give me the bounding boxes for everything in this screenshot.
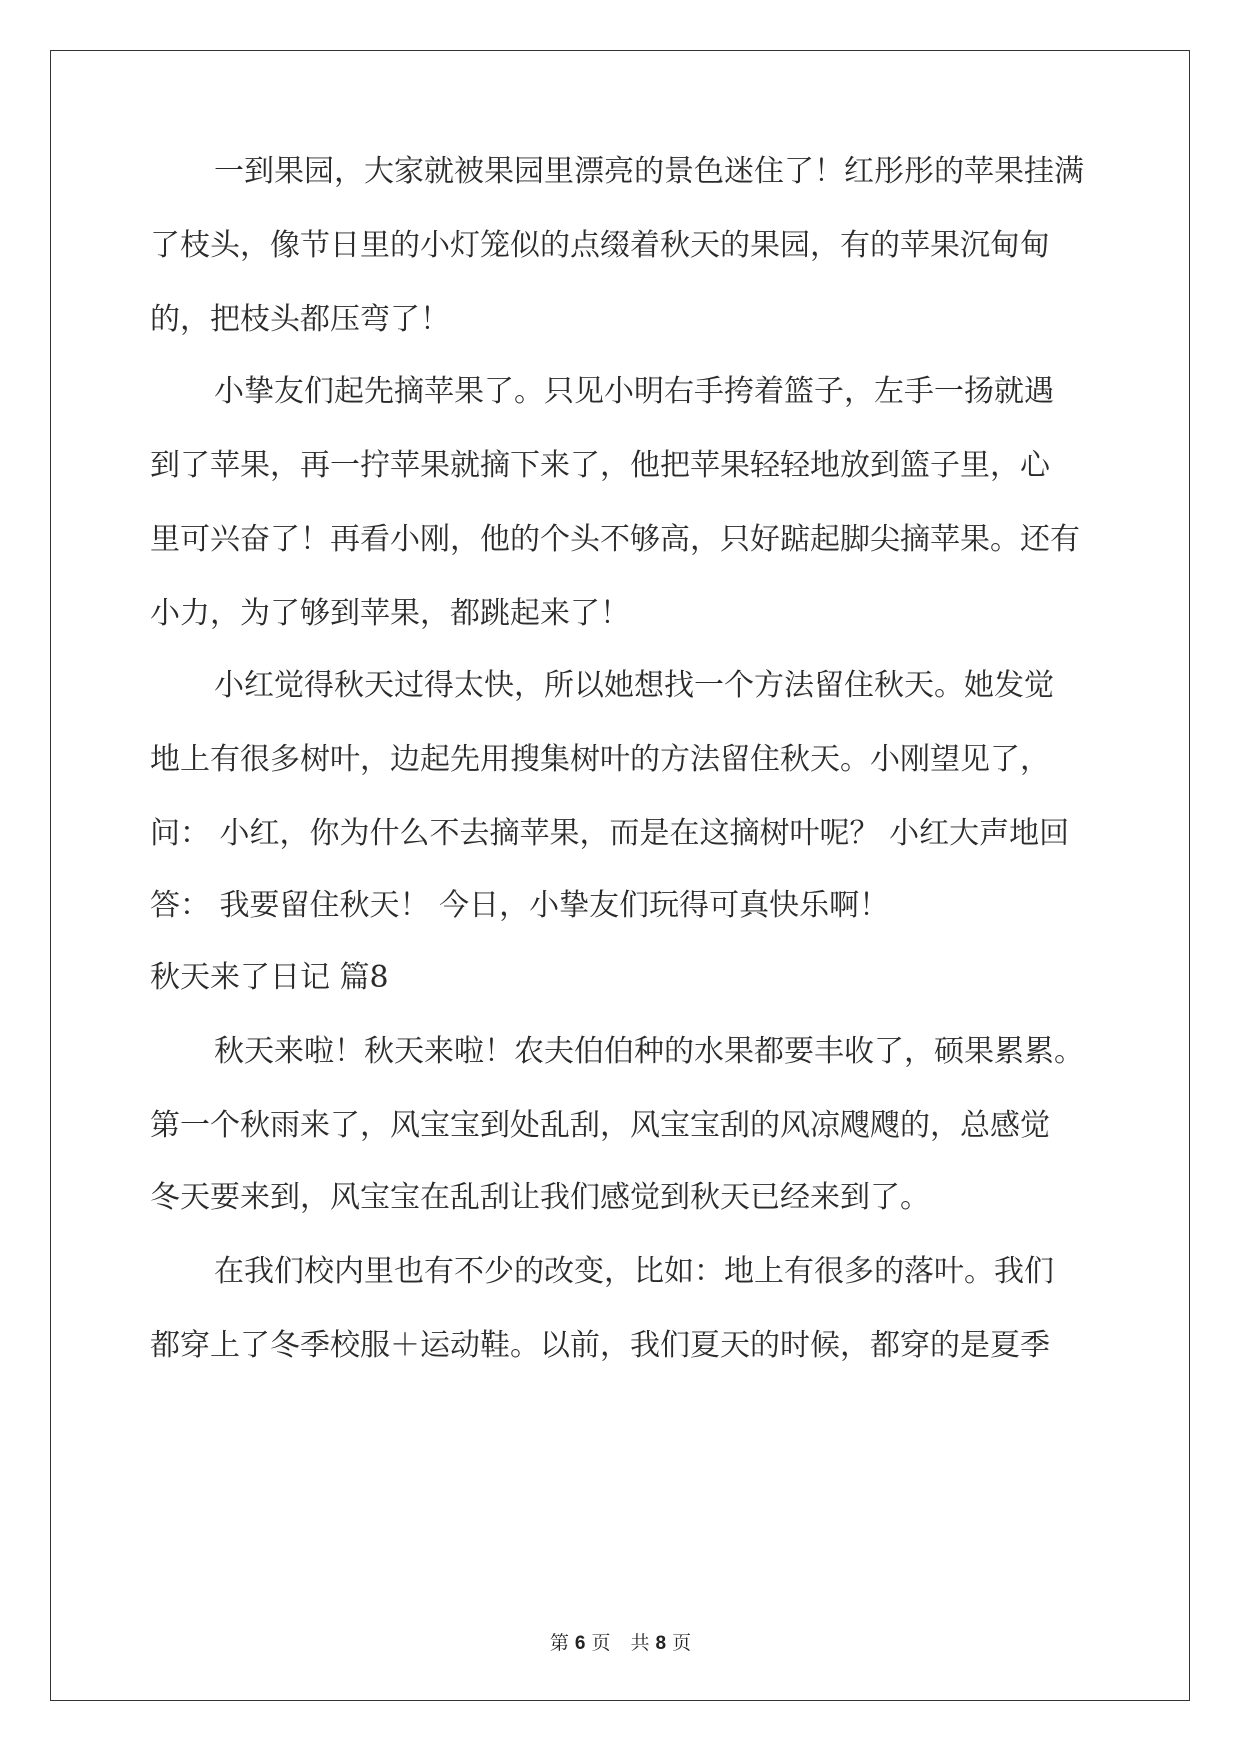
text-line: 小力，为了够到苹果，都跳起来了！ [150, 596, 630, 631]
page-current: 6 [574, 1633, 586, 1654]
page-prefix: 第 [549, 1632, 569, 1654]
text-line: 了枝头，像节日里的小灯笼似的点缀着秋天的果园，有的苹果沉甸甸 [150, 228, 1050, 263]
page-total: 8 [655, 1633, 667, 1654]
text-line: 第一个秋雨来了，风宝宝到处乱刮，风宝宝刮的风凉飕飕的，总感觉 [150, 1108, 1050, 1143]
page-border [50, 50, 1190, 1701]
text-line: 一到果园，大家就被果园里漂亮的景色迷住了！红彤彤的苹果挂满 [214, 154, 1084, 189]
text-line: 都穿上了冬季校服＋运动鞋。以前，我们夏天的时候，都穿的是夏季 [150, 1328, 1050, 1363]
text-line: 里可兴奋了！再看小刚，他的个头不够高，只好踮起脚尖摘苹果。还有 [150, 522, 1080, 557]
total-unit: 页 [672, 1632, 692, 1654]
total-prefix: 共 [630, 1632, 650, 1654]
text-line: 小挚友们起先摘苹果了。只见小明右手挎着篮子，左手一扬就遇 [214, 374, 1054, 409]
page-unit: 页 [591, 1632, 611, 1654]
text-line: 地上有很多树叶，边起先用搜集树叶的方法留住秋天。小刚望见了， [150, 742, 1050, 777]
text-line: 的，把枝头都压弯了！ [150, 302, 450, 337]
text-line: 问： 小红，你为什么不去摘苹果，而是在这摘树叶呢？ 小红大声地回 [150, 816, 1070, 851]
text-line: 答： 我要留住秋天！ 今日，小挚友们玩得可真快乐啊！ [150, 888, 890, 923]
text-line: 到了苹果，再一拧苹果就摘下来了，他把苹果轻轻地放到篮子里，心 [150, 448, 1050, 483]
text-line: 在我们校内里也有不少的改变，比如：地上有很多的落叶。我们 [214, 1254, 1054, 1289]
section-heading: 秋天来了日记 篇8 [150, 960, 389, 995]
page-footer [0, 1628, 1241, 1655]
text-line: 冬天要来到，风宝宝在乱刮让我们感觉到秋天已经来到了。 [150, 1180, 930, 1215]
text-line: 小红觉得秋天过得太快，所以她想找一个方法留住秋天。她发觉 [214, 668, 1054, 703]
text-line: 秋天来啦！秋天来啦！农夫伯伯种的水果都要丰收了，硕果累累。 [214, 1034, 1084, 1069]
